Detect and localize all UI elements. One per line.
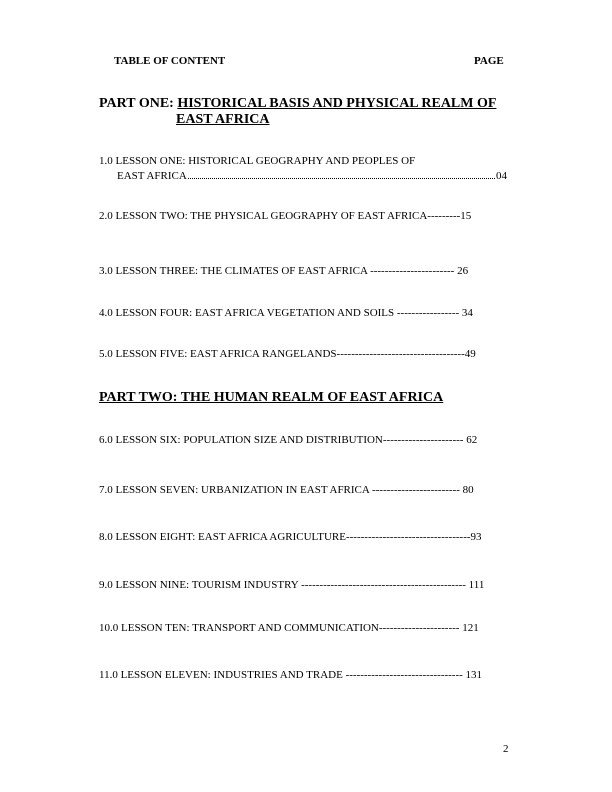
toc-entry-lesson-three: 3.0 LESSON THREE: THE CLIMATES OF EAST AFRICA ----------------------- 26 (99, 265, 469, 277)
page-number: 2 (503, 743, 509, 755)
toc-entry-lesson-nine: 9.0 LESSON NINE: TOURISM INDUSTRY --------------------------------------------- 111 (99, 579, 485, 591)
lesson-one-page: 04 (496, 170, 507, 182)
toc-title: TABLE OF CONTENT (114, 55, 226, 67)
part-one-title-line1: HISTORICAL BASIS AND PHYSICAL REALM OF (177, 96, 497, 111)
toc-entry-lesson-ten: 10.0 LESSON TEN: TRANSPORT AND COMMUNICATION---------------------- 121 (99, 622, 479, 634)
toc-entry-lesson-four: 4.0 LESSON FOUR: EAST AFRICA VEGETATION AND SOILS ----------------- 34 (99, 307, 473, 319)
lesson-one-line2-row (117, 170, 507, 182)
toc-entry-lesson-eleven: 11.0 LESSON ELEVEN: INDUSTRIES AND TRADE -------------------------------- 131 (99, 669, 483, 681)
part-one-title-line2: EAST AFRICA (176, 112, 270, 127)
part-one-prefix: PART ONE: (99, 96, 174, 111)
part-two-heading: PART TWO: THE HUMAN REALM OF EAST AFRICA (99, 390, 444, 405)
toc-entry-lesson-eight: 8.0 LESSON EIGHT: EAST AFRICA AGRICULTURE----------------------------------93 (99, 531, 482, 543)
toc-entry-lesson-two: 2.0 LESSON TWO: THE PHYSICAL GEOGRAPHY OF EAST AFRICA---------15 (99, 210, 472, 222)
dot-leader (188, 178, 495, 179)
toc-entry-lesson-seven: 7.0 LESSON SEVEN: URBANIZATION IN EAST AFRICA ------------------------ 80 (99, 484, 474, 496)
lesson-one-line2: EAST AFRICA (117, 170, 187, 182)
toc-entry-lesson-six: 6.0 LESSON SIX: POPULATION SIZE AND DISTRIBUTION---------------------- 62 (99, 434, 478, 446)
toc-entry-lesson-five: 5.0 LESSON FIVE: EAST AFRICA RANGELANDS-----------------------------------49 (99, 348, 476, 360)
page-column-header: PAGE (474, 55, 504, 67)
lesson-one-line1: 1.0 LESSON ONE: HISTORICAL GEOGRAPHY AND PEOPLES OF (99, 155, 416, 167)
part-one-heading (99, 96, 496, 112)
